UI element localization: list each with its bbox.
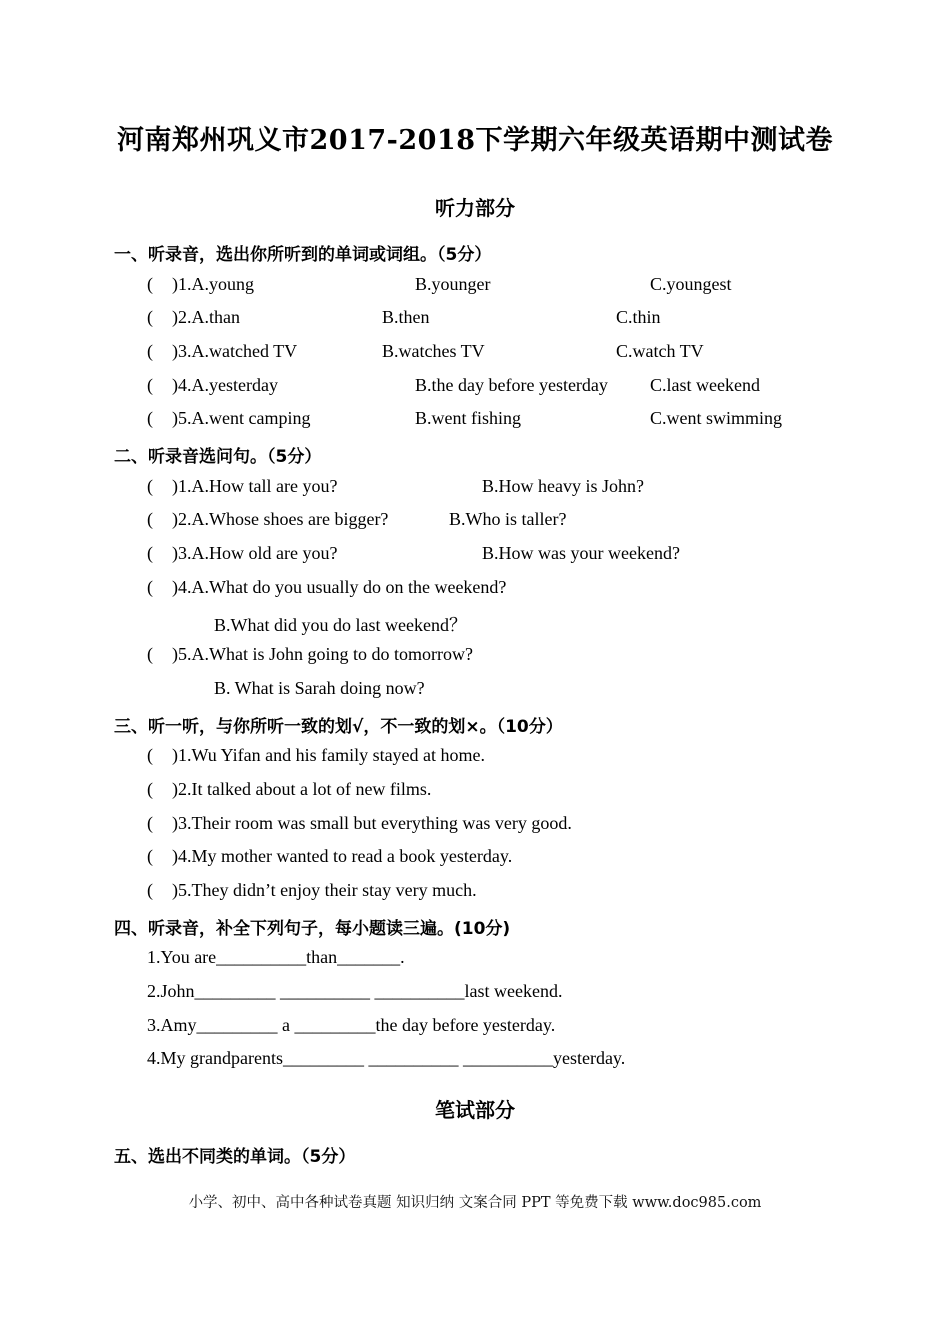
answer-paren: ( bbox=[147, 375, 153, 395]
s2-item-5-b bbox=[0, 678, 950, 706]
option-b: B.then bbox=[382, 307, 430, 327]
option-a: )2.A.Whose shoes are bigger? bbox=[172, 509, 389, 529]
option-a: )5.A.went camping bbox=[172, 408, 311, 428]
answer-paren: ( bbox=[147, 476, 153, 496]
option-a: )4.A.What do you usually do on the weekend? bbox=[172, 577, 507, 597]
s1-item-1 bbox=[0, 274, 950, 302]
fill-in-sentence: 3.Amy_________ a _________the day before yesterday. bbox=[147, 1015, 556, 1035]
section-4-heading: 四、听录音，补全下列句子，每小题读三遍。(10分) bbox=[114, 919, 511, 939]
option-c: C.last weekend bbox=[650, 375, 760, 395]
s3-item-3 bbox=[0, 813, 950, 841]
s3-item-4 bbox=[0, 846, 950, 874]
answer-paren: ( bbox=[147, 745, 153, 765]
s3-item-5 bbox=[0, 880, 950, 908]
s4-item-2 bbox=[0, 981, 950, 1009]
answer-paren: ( bbox=[147, 577, 153, 597]
answer-paren: ( bbox=[147, 341, 153, 361]
answer-paren: ( bbox=[147, 846, 153, 866]
option-b: B.the day before yesterday bbox=[415, 375, 608, 395]
option-b: B. What is Sarah doing now? bbox=[214, 678, 425, 698]
page-footer: 小学、初中、高中各种试卷真题 知识归纳 文案合同 PPT 等免费下载 www.doc985.com bbox=[188, 1195, 762, 1211]
answer-paren: ( bbox=[147, 307, 153, 327]
answer-paren: ( bbox=[147, 274, 153, 294]
section-5-heading: 五、选出不同类的单词。（5分） bbox=[114, 1147, 356, 1167]
option-a: )3.A.watched TV bbox=[172, 341, 298, 361]
statement: )1.Wu Yifan and his family stayed at home. bbox=[172, 745, 486, 765]
fill-in-sentence: 4.My grandparents_________ __________ __________yesterday. bbox=[147, 1048, 626, 1068]
option-b: B.younger bbox=[415, 274, 491, 294]
option-c: C.thin bbox=[616, 307, 661, 327]
s2-item-5 bbox=[0, 644, 950, 672]
s2-item-1 bbox=[0, 476, 950, 504]
s2-item-4-b bbox=[0, 611, 950, 639]
option-a: )3.A.How old are you? bbox=[172, 543, 338, 563]
s1-item-5 bbox=[0, 408, 950, 436]
option-b: B.Who is taller? bbox=[449, 509, 567, 529]
answer-paren: ( bbox=[147, 408, 153, 428]
option-b: B.How was your weekend? bbox=[482, 543, 680, 563]
s4-item-1 bbox=[0, 947, 950, 975]
section-1-heading: 一、听录音，选出你所听到的单词或词组。（5分） bbox=[114, 245, 492, 265]
option-c: C.went swimming bbox=[650, 408, 783, 428]
answer-paren: ( bbox=[147, 779, 153, 799]
statement: )4.My mother wanted to read a book yesterday. bbox=[172, 846, 513, 866]
option-b: B.went fishing bbox=[415, 408, 521, 428]
option-a: )1.A.How tall are you? bbox=[172, 476, 338, 496]
answer-paren: ( bbox=[147, 644, 153, 664]
option-a: )2.A.than bbox=[172, 307, 240, 327]
s2-item-3 bbox=[0, 543, 950, 571]
option-c: C.watch TV bbox=[616, 341, 704, 361]
s3-item-2 bbox=[0, 779, 950, 807]
option-a: )1.A.young bbox=[172, 274, 254, 294]
fill-in-sentence: 2.John_________ __________ __________last weekend. bbox=[147, 981, 563, 1001]
section-3-heading: 三、听一听，与你所听一致的划√，不一致的划×。（10分） bbox=[114, 717, 563, 737]
statement: )5.They didn’t enjoy their stay very much. bbox=[172, 880, 477, 900]
statement: )3.Their room was small but everything was very good. bbox=[172, 813, 572, 833]
s2-item-4 bbox=[0, 577, 950, 605]
s2-item-2 bbox=[0, 509, 950, 537]
s1-item-3 bbox=[0, 341, 950, 369]
writing-part-heading: 笔试部分 bbox=[435, 1098, 515, 1122]
s4-item-4 bbox=[0, 1048, 950, 1076]
fill-in-sentence: 1.You are__________than_______. bbox=[147, 947, 405, 967]
answer-paren: ( bbox=[147, 880, 153, 900]
s1-item-2 bbox=[0, 307, 950, 335]
answer-paren: ( bbox=[147, 543, 153, 563]
option-a: )5.A.What is John going to do tomorrow? bbox=[172, 644, 473, 664]
option-c: C.youngest bbox=[650, 274, 732, 294]
option-b: B.What did you do last weekend？ bbox=[214, 615, 467, 635]
statement: )2.It talked about a lot of new films. bbox=[172, 779, 432, 799]
option-b: B.How heavy is John? bbox=[482, 476, 644, 496]
s3-item-1 bbox=[0, 745, 950, 773]
s1-item-4 bbox=[0, 375, 950, 403]
option-a: )4.A.yesterday bbox=[172, 375, 278, 395]
section-2-heading: 二、听录音选问句。（5分） bbox=[114, 447, 322, 467]
listening-part-heading: 听力部分 bbox=[435, 196, 515, 220]
exam-title: 河南郑州巩义市2017-2018下学期六年级英语期中测试卷 bbox=[117, 125, 833, 156]
answer-paren: ( bbox=[147, 813, 153, 833]
s4-item-3 bbox=[0, 1015, 950, 1043]
option-b: B.watches TV bbox=[382, 341, 485, 361]
answer-paren: ( bbox=[147, 509, 153, 529]
